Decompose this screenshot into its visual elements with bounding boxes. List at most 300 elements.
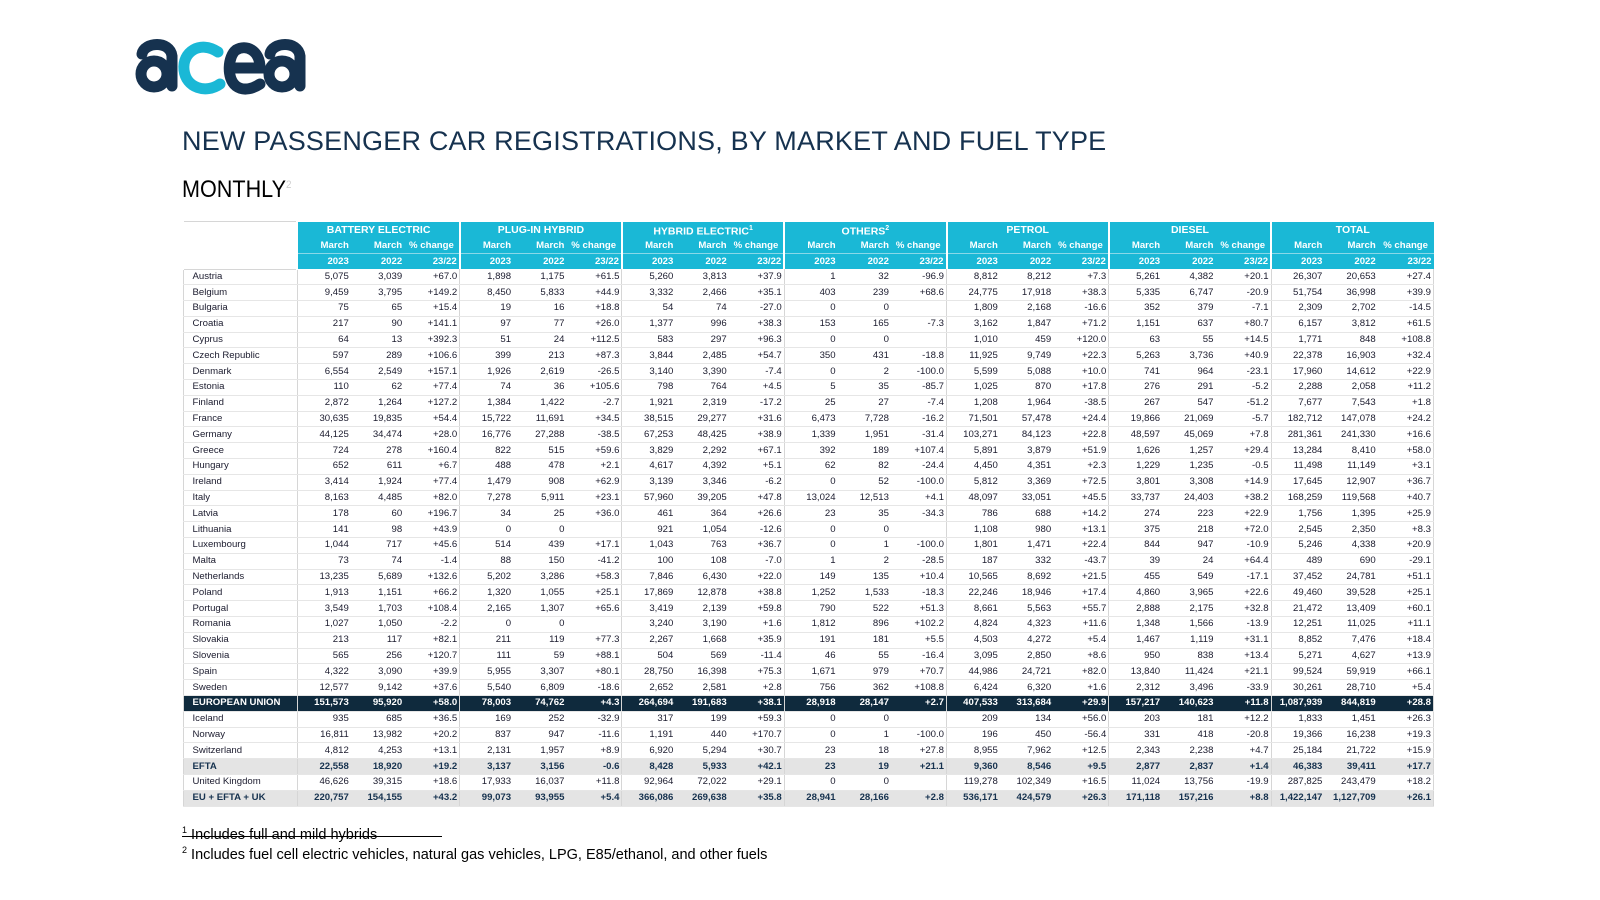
table-cell: 140,623 xyxy=(1162,696,1215,712)
table-cell: 1,467 xyxy=(1109,632,1162,648)
group-header-footnote-ref: 1 xyxy=(749,224,753,232)
table-cell: 403 xyxy=(784,285,837,301)
table-cell: 980 xyxy=(1000,522,1053,538)
table-cell: +82.0 xyxy=(1053,664,1109,680)
subheader-cell: March xyxy=(675,238,728,254)
table-cell: +75.3 xyxy=(729,664,785,680)
table-cell: 3,812 xyxy=(1324,316,1377,332)
table-cell: 2,466 xyxy=(675,285,728,301)
table-cell: 996 xyxy=(675,316,728,332)
row-label: Malta xyxy=(183,553,297,569)
table-cell: -5.7 xyxy=(1215,411,1271,427)
table-cell: -16.6 xyxy=(1053,301,1109,317)
table-cell: +51.1 xyxy=(1378,569,1434,585)
footnote-1-marker: 1 xyxy=(182,825,188,835)
table-cell: 95,920 xyxy=(351,696,404,712)
table-cell: 3,844 xyxy=(622,348,675,364)
table-cell: -20.8 xyxy=(1215,727,1271,743)
table-cell: 583 xyxy=(622,332,675,348)
table-cell: 375 xyxy=(1109,522,1162,538)
table-cell: 611 xyxy=(351,459,404,475)
table-cell: +20.1 xyxy=(1215,269,1271,285)
table-cell: 2,165 xyxy=(460,601,513,617)
table-cell: 1,010 xyxy=(947,332,1000,348)
table-cell: +11.8 xyxy=(566,775,622,791)
table-cell: 440 xyxy=(675,727,728,743)
subheader-cell: March xyxy=(1109,238,1162,254)
table-cell: 181 xyxy=(1162,711,1215,727)
table-cell: 33,051 xyxy=(1000,490,1053,506)
table-cell: 1,801 xyxy=(947,538,1000,554)
row-label: Italy xyxy=(183,490,297,506)
table-cell: +59.6 xyxy=(566,443,622,459)
row-label: Latvia xyxy=(183,506,297,522)
table-cell: 3,419 xyxy=(622,601,675,617)
table-cell: 149 xyxy=(784,569,837,585)
table-cell: 0 xyxy=(838,775,891,791)
table-cell: 15,722 xyxy=(460,411,513,427)
table-cell: 3,829 xyxy=(622,443,675,459)
subheader-cell: March xyxy=(784,238,837,254)
footnote-2-text: Includes fuel cell electric vehicles, natural gas vehicles, LPG, E85/ethanol, and other fuels xyxy=(191,846,768,863)
table-cell: 59,919 xyxy=(1324,664,1377,680)
table-row xyxy=(183,538,1434,554)
table-cell: +132.6 xyxy=(404,569,460,585)
table-cell xyxy=(891,775,947,791)
table-cell: 3,332 xyxy=(622,285,675,301)
table-cell: +17.8 xyxy=(1053,380,1109,396)
table-cell: 5,261 xyxy=(1109,269,1162,285)
table-cell: -0.6 xyxy=(566,759,622,775)
table-cell: 0 xyxy=(838,301,891,317)
table-cell: 1,252 xyxy=(784,585,837,601)
table-cell: 0 xyxy=(784,332,837,348)
page-title: NEW PASSENGER CAR REGISTRATIONS, BY MARKET AND FUEL TYPE xyxy=(182,126,1107,156)
table-cell: -5.2 xyxy=(1215,380,1271,396)
subheader-cell: 2022 xyxy=(1324,254,1377,270)
table-cell: 23 xyxy=(784,506,837,522)
table-cell: 220,757 xyxy=(297,790,350,806)
table-cell: +54.7 xyxy=(729,348,785,364)
table-cell: 24,403 xyxy=(1162,490,1215,506)
table-cell: 798 xyxy=(622,380,675,396)
table-cell: 165 xyxy=(838,316,891,332)
table-cell: 1,191 xyxy=(622,727,675,743)
table-cell: 1,377 xyxy=(622,316,675,332)
table-cell: 28,166 xyxy=(838,790,891,806)
table-cell xyxy=(891,711,947,727)
table-cell: +15.4 xyxy=(404,301,460,317)
row-label: EU + EFTA + UK xyxy=(183,790,297,806)
table-cell: -24.4 xyxy=(891,459,947,475)
table-cell: 243,479 xyxy=(1324,775,1377,791)
subtitle-footnote-ref: 2 xyxy=(286,179,292,191)
table-cell: 65 xyxy=(351,301,404,317)
table-cell: 25 xyxy=(784,395,837,411)
group-header-total xyxy=(1271,222,1433,239)
table-cell: 171,118 xyxy=(1109,790,1162,806)
table-cell: 98 xyxy=(351,522,404,538)
table-cell: +80.1 xyxy=(566,664,622,680)
table-cell: 90 xyxy=(351,316,404,332)
table-cell: 28,710 xyxy=(1324,680,1377,696)
table-row xyxy=(183,506,1434,522)
table-cell: -6.2 xyxy=(729,474,785,490)
table-cell: 3,496 xyxy=(1162,680,1215,696)
table-cell: 274 xyxy=(1109,506,1162,522)
table-cell: 688 xyxy=(1000,506,1053,522)
table-cell: 1,957 xyxy=(513,743,566,759)
table-cell: 2,702 xyxy=(1324,301,1377,317)
table-cell: 0 xyxy=(838,522,891,538)
subheader-cell: 2023 xyxy=(297,254,350,270)
table-cell: 30,261 xyxy=(1271,680,1324,696)
table-cell: +170.7 xyxy=(729,727,785,743)
table-row xyxy=(183,648,1434,664)
table-cell: 11,424 xyxy=(1162,664,1215,680)
table-cell: 74,762 xyxy=(513,696,566,712)
table-cell: +59.8 xyxy=(729,601,785,617)
table-cell: 3,965 xyxy=(1162,585,1215,601)
subheader-cell: 2022 xyxy=(1000,254,1053,270)
table-cell: 8,661 xyxy=(947,601,1000,617)
subheader-cell: March xyxy=(513,238,566,254)
table-cell: +27.4 xyxy=(1378,269,1434,285)
table-cell: 1,044 xyxy=(297,538,350,554)
table-cell: 3,137 xyxy=(460,759,513,775)
table-cell: 2,545 xyxy=(1271,522,1324,538)
table-cell: +66.1 xyxy=(1378,664,1434,680)
table-cell: 23 xyxy=(784,743,837,759)
table-cell: 838 xyxy=(1162,648,1215,664)
table-cell: 10,565 xyxy=(947,569,1000,585)
table-cell: +25.1 xyxy=(566,585,622,601)
table-cell: +1.8 xyxy=(1378,395,1434,411)
subheader-cell: 2022 xyxy=(513,254,566,270)
table-cell: 536,171 xyxy=(947,790,1000,806)
table-cell: 100 xyxy=(622,553,675,569)
subheader-cell: 23/22 xyxy=(404,254,460,270)
table-cell: 352 xyxy=(1109,301,1162,317)
table-cell: 16,776 xyxy=(460,427,513,443)
table-cell: -51.2 xyxy=(1215,395,1271,411)
group-header-label: HYBRID ELECTRIC xyxy=(653,225,749,237)
table-cell: 67,253 xyxy=(622,427,675,443)
table-cell: 7,962 xyxy=(1000,743,1053,759)
table-cell: 1,384 xyxy=(460,395,513,411)
table-cell: 150 xyxy=(513,553,566,569)
table-cell: 407,533 xyxy=(947,696,1000,712)
table-cell: +26.0 xyxy=(566,316,622,332)
table-cell: +12.2 xyxy=(1215,711,1271,727)
table-cell: +2.8 xyxy=(891,790,947,806)
table-cell: 1,208 xyxy=(947,395,1000,411)
table-cell: +56.0 xyxy=(1053,711,1109,727)
table-cell: +70.7 xyxy=(891,664,947,680)
table-cell: 1,924 xyxy=(351,474,404,490)
table-cell: 24 xyxy=(1162,553,1215,569)
table-cell: 0 xyxy=(838,711,891,727)
table-cell: 514 xyxy=(460,538,513,554)
table-cell: 11,149 xyxy=(1324,459,1377,475)
table-cell: 44,986 xyxy=(947,664,1000,680)
row-label: Lithuania xyxy=(183,522,297,538)
table-cell: 16,037 xyxy=(513,775,566,791)
table-cell: 46 xyxy=(784,648,837,664)
table-cell: 908 xyxy=(513,474,566,490)
table-cell: 239 xyxy=(838,285,891,301)
table-cell: 2,549 xyxy=(351,364,404,380)
table-cell: 34 xyxy=(460,506,513,522)
table-cell: +112.5 xyxy=(566,332,622,348)
row-label: Iceland xyxy=(183,711,297,727)
table-row xyxy=(183,632,1434,648)
table-cell: +55.7 xyxy=(1053,601,1109,617)
table-cell: 5,260 xyxy=(622,269,675,285)
table-cell: +58.0 xyxy=(1378,443,1434,459)
subheader-cell: March xyxy=(1162,238,1215,254)
table-cell: 1,264 xyxy=(351,395,404,411)
table-cell: -12.6 xyxy=(729,522,785,538)
row-label: EFTA xyxy=(183,759,297,775)
table-cell: +17.7 xyxy=(1378,759,1434,775)
row-label: Slovakia xyxy=(183,632,297,648)
table-cell: 565 xyxy=(297,648,350,664)
table-cell: 786 xyxy=(947,506,1000,522)
table-cell: 3,190 xyxy=(675,617,728,633)
group-header-diesel xyxy=(1109,222,1271,239)
table-cell: 1,235 xyxy=(1162,459,1215,475)
table-cell: 24,721 xyxy=(1000,664,1053,680)
table-cell: 92,964 xyxy=(622,775,675,791)
row-label: Poland xyxy=(183,585,297,601)
table-cell: 2,343 xyxy=(1109,743,1162,759)
table-row xyxy=(183,364,1434,380)
table-cell: 168,259 xyxy=(1271,490,1324,506)
table-cell: 822 xyxy=(460,443,513,459)
table-cell: 379 xyxy=(1162,301,1215,317)
table-cell: 1 xyxy=(838,538,891,554)
table-row xyxy=(183,743,1434,759)
subheader-cell: 2023 xyxy=(622,254,675,270)
table-cell: +157.1 xyxy=(404,364,460,380)
table-cell: 5,833 xyxy=(513,285,566,301)
table-cell: 392 xyxy=(784,443,837,459)
table-cell: +22.9 xyxy=(1378,364,1434,380)
table-cell: 0 xyxy=(784,538,837,554)
table-cell: 281,361 xyxy=(1271,427,1324,443)
table-cell: -26.5 xyxy=(566,364,622,380)
table-cell: 36,998 xyxy=(1324,285,1377,301)
table-cell: 764 xyxy=(675,380,728,396)
table-cell: 2,581 xyxy=(675,680,728,696)
table-cell: 4,450 xyxy=(947,459,1000,475)
table-cell: +64.4 xyxy=(1215,553,1271,569)
table-cell: 1,703 xyxy=(351,601,404,617)
table-cell: 28,941 xyxy=(784,790,837,806)
table-cell: 27 xyxy=(838,395,891,411)
table-cell: 13,840 xyxy=(1109,664,1162,680)
row-label: Croatia xyxy=(183,316,297,332)
row-label: Belgium xyxy=(183,285,297,301)
table-cell: 7,846 xyxy=(622,569,675,585)
table-cell: 51 xyxy=(460,332,513,348)
logo-letter-c xyxy=(184,47,220,89)
table-cell: +7.8 xyxy=(1215,427,1271,443)
table-cell: 2,850 xyxy=(1000,648,1053,664)
group-header-footnote-ref: 2 xyxy=(885,224,890,232)
table-cell: 169 xyxy=(460,711,513,727)
table-cell: 717 xyxy=(351,538,404,554)
table-row xyxy=(183,459,1434,475)
table-cell: 5,075 xyxy=(297,269,350,285)
table-cell: 16,398 xyxy=(675,664,728,680)
table-cell: 1,087,939 xyxy=(1271,696,1324,712)
table-cell: +45.6 xyxy=(404,538,460,554)
table-cell: -100.0 xyxy=(891,727,947,743)
table-cell: 6,920 xyxy=(622,743,675,759)
table-cell: 59 xyxy=(513,648,566,664)
table-cell: +13.1 xyxy=(404,743,460,759)
table-cell: 153 xyxy=(784,316,837,332)
row-label: Hungary xyxy=(183,459,297,475)
table-cell: 1,339 xyxy=(784,427,837,443)
table-cell: 30,635 xyxy=(297,411,350,427)
table-cell: 19,866 xyxy=(1109,411,1162,427)
table-cell: +105.6 xyxy=(566,380,622,396)
table-cell: 597 xyxy=(297,348,350,364)
table-cell: 16,811 xyxy=(297,727,350,743)
table-cell: 3,369 xyxy=(1000,474,1053,490)
table-cell: 1,921 xyxy=(622,395,675,411)
table-cell: 5,246 xyxy=(1271,538,1324,554)
table-cell: 837 xyxy=(460,727,513,743)
table-cell: 29,277 xyxy=(675,411,728,427)
table-cell: 55 xyxy=(838,648,891,664)
table-cell: -32.9 xyxy=(566,711,622,727)
table-cell: -19.9 xyxy=(1215,775,1271,791)
table-cell: 1,257 xyxy=(1162,443,1215,459)
table-cell: 75 xyxy=(297,301,350,317)
subheader-cell: 2022 xyxy=(351,254,404,270)
table-cell: 25,184 xyxy=(1271,743,1324,759)
table-cell: +160.4 xyxy=(404,443,460,459)
table-cell: 2,139 xyxy=(675,601,728,617)
table-cell: -20.9 xyxy=(1215,285,1271,301)
table-cell: +67.1 xyxy=(729,443,785,459)
table-cell: 39,205 xyxy=(675,490,728,506)
table-cell: +27.8 xyxy=(891,743,947,759)
table-cell: 1,175 xyxy=(513,269,566,285)
table-cell: +5.5 xyxy=(891,632,947,648)
table-cell: +26.3 xyxy=(1378,711,1434,727)
table-cell: 3,162 xyxy=(947,316,1000,332)
table-cell: +10.4 xyxy=(891,569,947,585)
table-cell: 6,473 xyxy=(784,411,837,427)
table-cell: 522 xyxy=(838,601,891,617)
subheader-cell: % change xyxy=(891,238,947,254)
table-cell: 6,747 xyxy=(1162,285,1215,301)
table-cell xyxy=(891,301,947,317)
table-cell: 1,756 xyxy=(1271,506,1324,522)
table-cell: +127.2 xyxy=(404,395,460,411)
table-cell: 16 xyxy=(513,301,566,317)
logo-letter-e xyxy=(229,48,260,89)
table-cell: 60 xyxy=(351,506,404,522)
table-cell: 3,795 xyxy=(351,285,404,301)
table-cell: -10.9 xyxy=(1215,538,1271,554)
table-cell: +14.5 xyxy=(1215,332,1271,348)
table-cell: 2,292 xyxy=(675,443,728,459)
table-cell: 276 xyxy=(1109,380,1162,396)
row-label: Cyprus xyxy=(183,332,297,348)
table-row xyxy=(183,522,1434,538)
table-cell: 22,246 xyxy=(947,585,1000,601)
table-cell: 921 xyxy=(622,522,675,538)
table-row-total xyxy=(183,790,1434,806)
row-label: Estonia xyxy=(183,380,297,396)
table-cell: 6,157 xyxy=(1271,316,1324,332)
table-cell: 2,837 xyxy=(1162,759,1215,775)
table-cell: 24 xyxy=(513,332,566,348)
table-cell: +36.0 xyxy=(566,506,622,522)
table-cell: +36.7 xyxy=(1378,474,1434,490)
table-cell: 450 xyxy=(1000,727,1053,743)
table-cell: 16,238 xyxy=(1324,727,1377,743)
table-cell: +87.3 xyxy=(566,348,622,364)
table-cell: 8,812 xyxy=(947,269,1000,285)
table-cell: 549 xyxy=(1162,569,1215,585)
table-cell: 23 xyxy=(784,759,837,775)
table-cell: +42.1 xyxy=(729,759,785,775)
table-cell: -27.0 xyxy=(729,301,785,317)
table-cell xyxy=(891,522,947,538)
table-cell: 111 xyxy=(460,648,513,664)
table-cell: 84,123 xyxy=(1000,427,1053,443)
table-cell: 217 xyxy=(297,316,350,332)
table-cell: 13,756 xyxy=(1162,775,1215,791)
table-cell: 46,383 xyxy=(1271,759,1324,775)
table-cell: 1,626 xyxy=(1109,443,1162,459)
subheader-cell: March xyxy=(297,238,350,254)
table-cell: 0 xyxy=(784,364,837,380)
table-cell: +21.5 xyxy=(1053,569,1109,585)
table-cell: 317 xyxy=(622,711,675,727)
table-cell: 141 xyxy=(297,522,350,538)
table-cell: 0 xyxy=(460,522,513,538)
table-cell: 5,335 xyxy=(1109,285,1162,301)
table-cell: 637 xyxy=(1162,316,1215,332)
table-cell: +28.0 xyxy=(404,427,460,443)
table-cell: 213 xyxy=(297,632,350,648)
table-cell: 979 xyxy=(838,664,891,680)
table-cell: 2,652 xyxy=(622,680,675,696)
table-cell: 0 xyxy=(784,522,837,538)
table-cell: 504 xyxy=(622,648,675,664)
table-cell: 7,543 xyxy=(1324,395,1377,411)
table-cell: +106.6 xyxy=(404,348,460,364)
table-cell: 147,078 xyxy=(1324,411,1377,427)
table-cell: 439 xyxy=(513,538,566,554)
table-cell: 313,684 xyxy=(1000,696,1053,712)
subheader-cell: March xyxy=(1271,238,1324,254)
table-cell: 3,390 xyxy=(675,364,728,380)
table-row xyxy=(183,395,1434,411)
table-cell: +6.7 xyxy=(404,459,460,475)
table-cell: 241,330 xyxy=(1324,427,1377,443)
subheader-cell: 23/22 xyxy=(891,254,947,270)
table-row xyxy=(183,269,1434,285)
